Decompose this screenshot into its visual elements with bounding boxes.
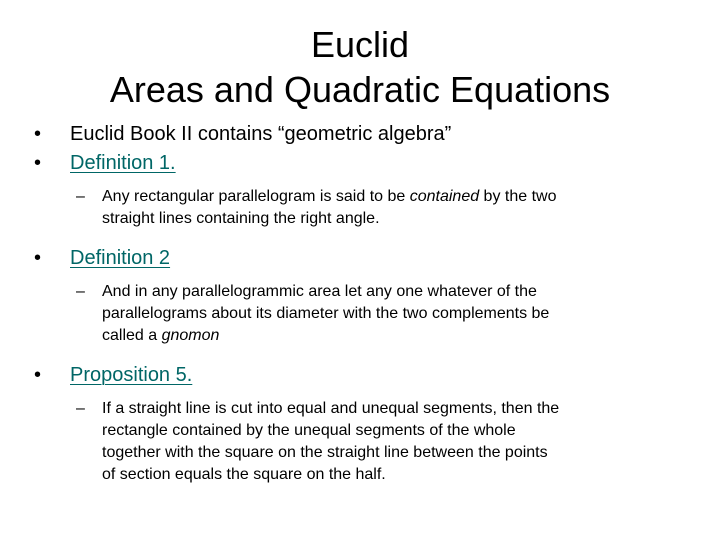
slide-content	[0, 122, 720, 486]
sub-line	[102, 325, 680, 347]
dash-icon: –	[76, 400, 85, 417]
sub-text: called a	[102, 327, 162, 344]
bullet-definition-2	[0, 246, 720, 271]
bullet-dot-icon: •	[34, 123, 42, 145]
dash-icon: –	[76, 188, 85, 205]
emphasis-text: gnomon	[161, 327, 220, 344]
bullet-dot-icon: •	[34, 152, 42, 174]
bullet-dot-icon: •	[34, 364, 42, 386]
sub-line: And in any parallelogrammic area let any one whatever of the	[102, 283, 537, 300]
bullet-book-ii	[0, 122, 720, 147]
sub-line: together with the square on the straight line between the points	[102, 444, 548, 461]
proposition-5-link[interactable]: Proposition 5.	[70, 364, 193, 386]
sub-text: by the two	[479, 188, 557, 205]
sub-definition-1	[0, 186, 720, 230]
sub-text: Any rectangular parallelogram is said to be	[102, 188, 410, 205]
slide-title	[0, 22, 720, 112]
bullet-proposition-5	[0, 363, 720, 388]
sub-line: of section equals the square on the half.	[102, 466, 386, 483]
sub-line: parallelograms about its diameter with the two complements be	[102, 305, 550, 322]
sub-line: If a straight line is cut into equal and unequal segments, then the	[102, 400, 560, 417]
bullet-text: Euclid Book II contains “geometric algebra”	[70, 123, 452, 145]
sub-definition-2	[0, 281, 720, 347]
dash-icon: –	[76, 283, 85, 300]
title-line-2: Areas and Quadratic Equations	[109, 69, 611, 110]
sub-line: straight lines containing the right angle.	[102, 210, 380, 227]
bullet-definition-1	[0, 151, 720, 176]
bullet-dot-icon: •	[34, 247, 42, 269]
definition-1-link[interactable]: Definition 1.	[70, 152, 176, 174]
sub-line: rectangle contained by the unequal segments of the whole	[102, 422, 516, 439]
sub-proposition-5	[0, 398, 720, 486]
sub-line	[102, 186, 680, 208]
definition-2-link[interactable]: Definition 2	[70, 247, 171, 269]
emphasis-text: contained	[409, 188, 480, 205]
title-line-1: Euclid	[310, 24, 410, 65]
